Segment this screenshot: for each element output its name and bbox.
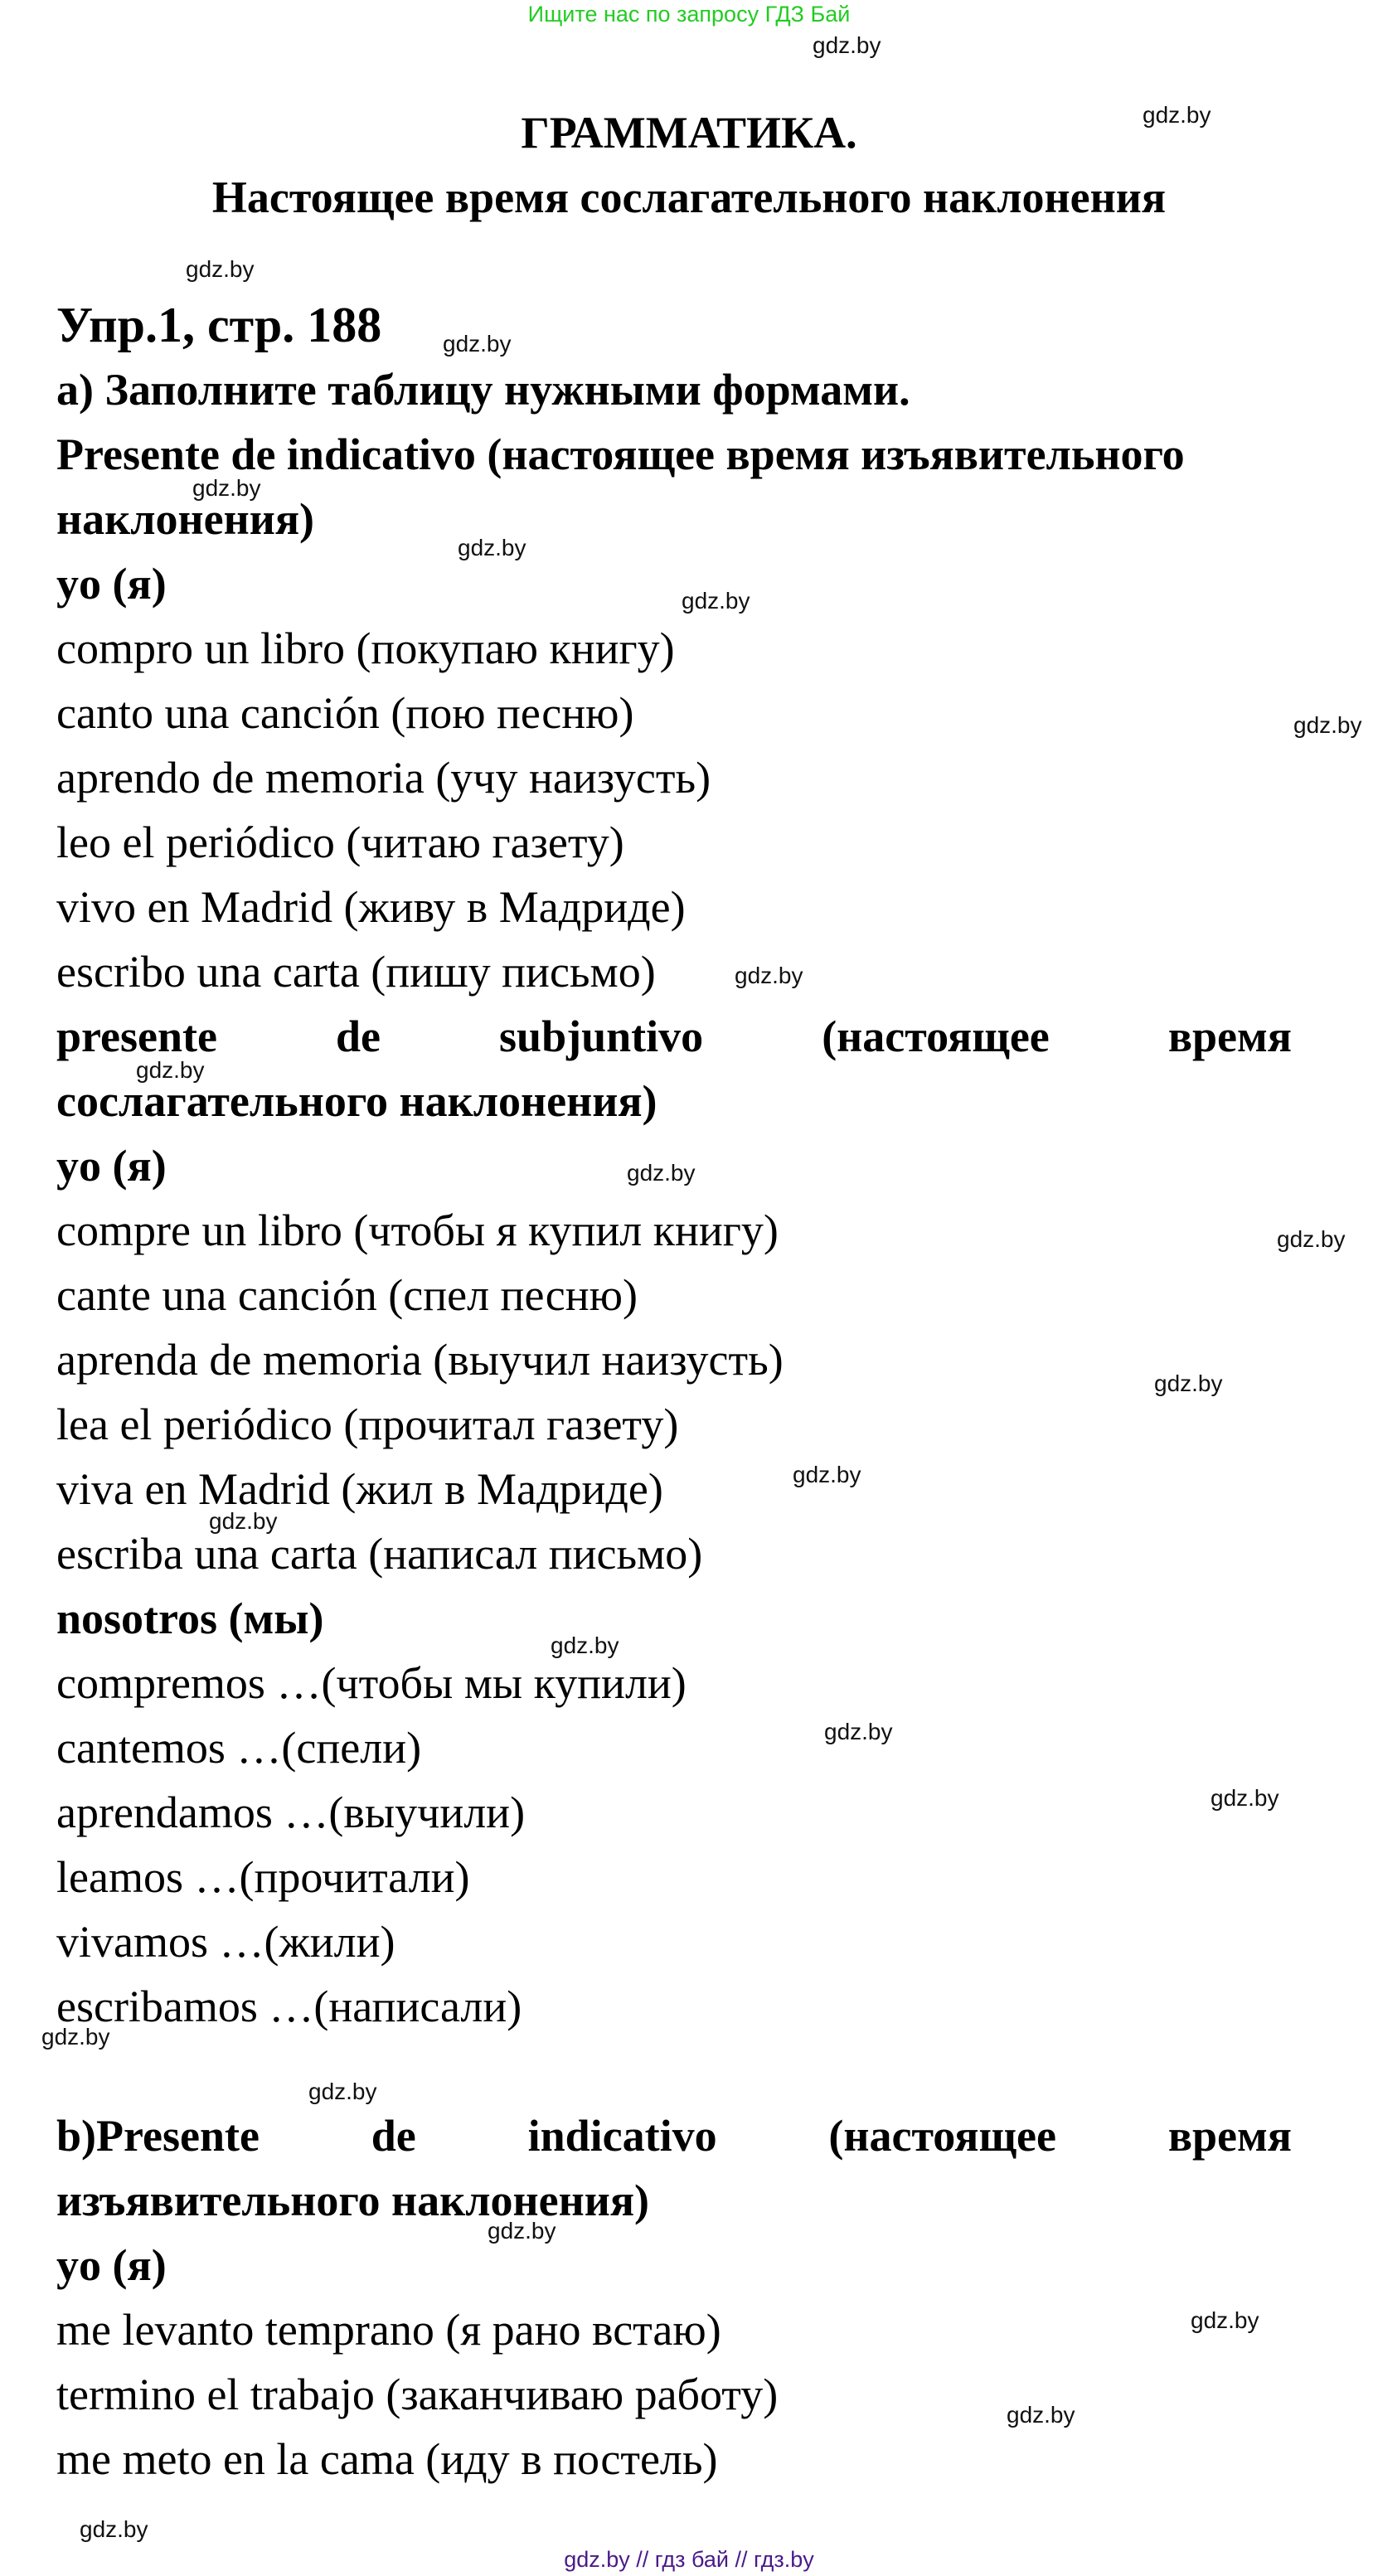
heading-word: (настоящее bbox=[828, 2111, 1056, 2161]
watermark: gdz.by bbox=[209, 1508, 278, 1534]
list-item: compre un libro (чтобы я купил книгу) bbox=[56, 1206, 779, 1255]
list-item: cantemos …(спели) bbox=[56, 1723, 422, 1773]
heading-word: время bbox=[1167, 1011, 1292, 1061]
list-item: compro un libro (покупаю книгу) bbox=[56, 623, 675, 673]
page-subtitle: Настоящее время сослагательного наклонения bbox=[211, 172, 1167, 222]
section-indicativo-heading: Presente de indicativo (настоящее время изъявительного bbox=[56, 429, 1185, 479]
list-item: vivamos …(жили) bbox=[56, 1917, 395, 1967]
pronoun-yo: yo (я) bbox=[56, 1141, 167, 1191]
heading-word: b)Presente bbox=[56, 2111, 260, 2161]
heading-word: presente bbox=[56, 1011, 217, 1061]
watermark: gdz.by bbox=[1277, 1226, 1346, 1252]
watermark: gdz.by bbox=[824, 1719, 893, 1744]
list-item: leamos …(прочитали) bbox=[56, 1852, 470, 1902]
watermark: gdz.by bbox=[1211, 1785, 1279, 1811]
search-banner[interactable]: Ищите нас по запросу ГДЗ Бай bbox=[527, 2, 851, 27]
watermark: gdz.by bbox=[627, 1160, 696, 1186]
footer-links[interactable]: gdz.by // гдз бай // гдз.by bbox=[564, 2547, 814, 2572]
heading-word: (настоящее bbox=[822, 1011, 1050, 1061]
list-item: escriba una carta (написал письмо) bbox=[56, 1529, 703, 1579]
exercise-content bbox=[56, 293, 1292, 2491]
watermark: gdz.by bbox=[1293, 712, 1362, 738]
watermark: gdz.by bbox=[1143, 102, 1211, 128]
list-item: escribamos …(написали) bbox=[56, 1982, 522, 2031]
watermark: gdz.by bbox=[80, 2516, 148, 2542]
watermark: gdz.by bbox=[1154, 1370, 1223, 1396]
list-item: canto una canción (пою песню) bbox=[56, 688, 634, 738]
watermark: gdz.by bbox=[735, 963, 803, 988]
list-item: leo el periódico (читаю газету) bbox=[56, 817, 624, 867]
spacer bbox=[56, 2039, 1292, 2103]
section-b-heading-cont: изъявительного наклонения) bbox=[56, 2176, 650, 2225]
list-item: vivo en Madrid (живу в Мадриде) bbox=[56, 882, 686, 932]
task-a: а) Заполните таблицу нужными формами. bbox=[56, 365, 910, 415]
pronoun-yo: yo (я) bbox=[56, 2240, 167, 2290]
list-item: viva en Madrid (жил в Мадриде) bbox=[56, 1464, 663, 1514]
watermark: gdz.by bbox=[1007, 2402, 1075, 2428]
watermark: gdz.by bbox=[186, 256, 255, 282]
heading-word: de bbox=[371, 2111, 416, 2161]
page-title: ГРАММАТИКА. bbox=[521, 108, 857, 158]
watermark: gdz.by bbox=[551, 1632, 619, 1658]
list-item: escribo una carta (пишу письмо) bbox=[56, 947, 656, 997]
section-indicativo-heading-cont: наклонения) bbox=[56, 494, 315, 544]
watermark: gdz.by bbox=[136, 1057, 205, 1083]
section-subjuntivo-heading-cont: сослагательного наклонения) bbox=[56, 1076, 657, 1126]
pronoun-yo: yo (я) bbox=[56, 559, 167, 609]
list-item: aprendo de memoria (учу наизусть) bbox=[56, 753, 711, 803]
heading-word: subjuntivo bbox=[499, 1011, 704, 1061]
list-item: termino el trabajo (заканчиваю работу) bbox=[56, 2370, 779, 2419]
watermark: gdz.by bbox=[793, 1462, 861, 1487]
exercise-heading: Упр.1, стр. 188 bbox=[56, 298, 382, 352]
watermark: gdz.by bbox=[813, 32, 881, 58]
list-item: aprenda de memoria (выучил наизусть) bbox=[56, 1335, 784, 1385]
list-item: aprendamos …(выучили) bbox=[56, 1788, 526, 1837]
heading-word: время bbox=[1167, 2111, 1292, 2161]
watermark: gdz.by bbox=[192, 475, 261, 501]
watermark: gdz.by bbox=[41, 2024, 110, 2050]
watermark: gdz.by bbox=[488, 2218, 556, 2244]
pronoun-nosotros: nosotros (мы) bbox=[56, 1594, 324, 1643]
list-item: cante una canción (спел песню) bbox=[56, 1270, 638, 1320]
section-subjuntivo-heading bbox=[56, 1004, 1292, 1069]
list-item: me meto en la cama (иду в постель) bbox=[56, 2434, 718, 2484]
heading-word: de bbox=[336, 1011, 381, 1061]
list-item: compremos …(чтобы мы купили) bbox=[56, 1658, 687, 1708]
list-item: lea el periódico (прочитал газету) bbox=[56, 1400, 679, 1449]
heading-word: indicativo bbox=[527, 2111, 717, 2161]
list-item: me levanto temprano (я рано встаю) bbox=[56, 2305, 721, 2355]
watermark: gdz.by bbox=[682, 588, 750, 614]
watermark: gdz.by bbox=[443, 331, 512, 357]
watermark: gdz.by bbox=[1191, 2307, 1259, 2333]
watermark: gdz.by bbox=[458, 535, 526, 560]
section-b-heading bbox=[56, 2103, 1292, 2168]
watermark: gdz.by bbox=[308, 2079, 377, 2104]
